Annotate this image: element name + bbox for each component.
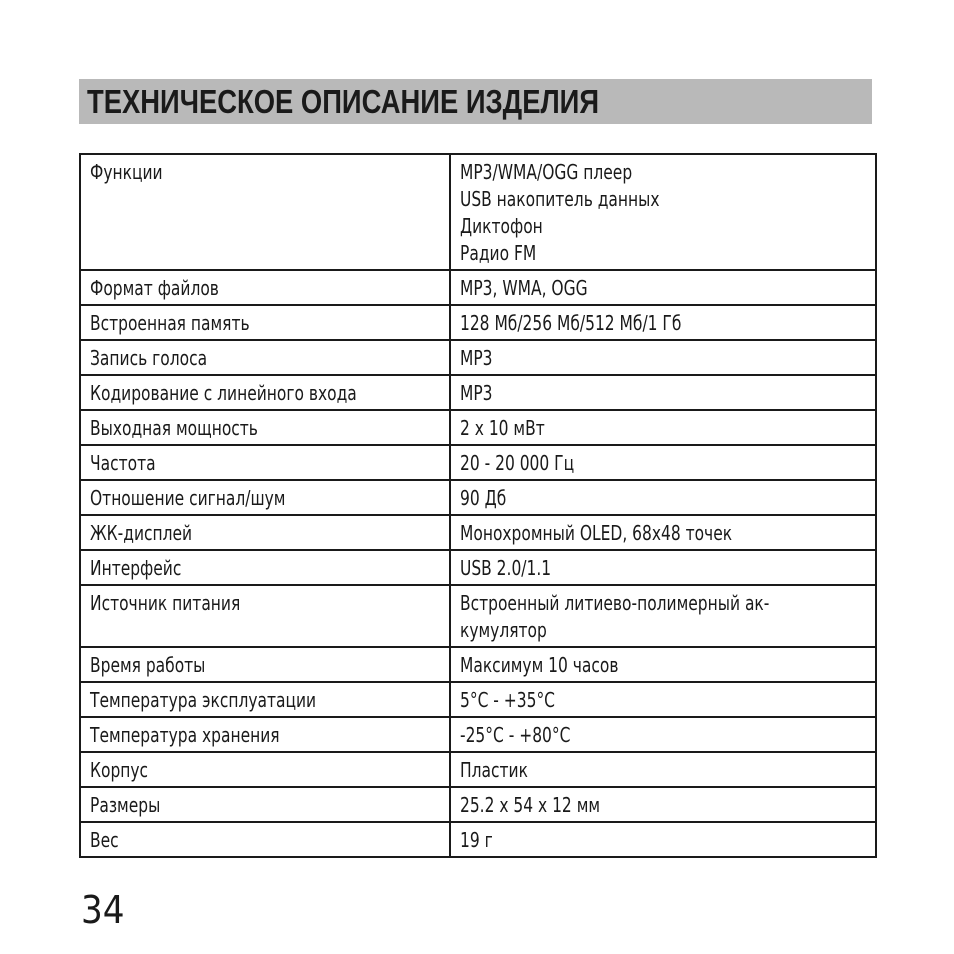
table-row — [80, 515, 876, 550]
spec-label-cell — [80, 480, 450, 515]
spec-value-cell — [450, 340, 876, 375]
spec-value-line: Диктофон — [460, 214, 543, 238]
spec-label: Отношение сигнал/шум — [90, 486, 286, 510]
section-title: ТЕХНИЧЕСКОЕ ОПИСАНИЕ ИЗДЕЛИЯ — [87, 83, 600, 120]
spec-value-cell — [450, 647, 876, 682]
spec-value-cell — [450, 550, 876, 585]
table-row — [80, 550, 876, 585]
spec-value-line: Встроенный литиево-полимерный ак- — [460, 591, 770, 615]
spec-label: Время работы — [90, 653, 206, 677]
spec-label: Формат файлов — [90, 276, 219, 300]
spec-label-cell — [80, 270, 450, 305]
table-row — [80, 787, 876, 822]
spec-label: Температура эксплуатации — [90, 688, 317, 712]
spec-table-body — [80, 154, 876, 857]
page-number: 34 — [81, 888, 125, 932]
spec-label: Запись голоса — [90, 346, 208, 370]
spec-label-cell — [80, 787, 450, 822]
table-row — [80, 717, 876, 752]
spec-value: 128 Мб/256 Мб/512 Мб/1 Гб — [460, 311, 682, 335]
spec-value-cell — [450, 270, 876, 305]
spec-value-cell — [450, 822, 876, 857]
spec-value-line: USB накопитель данных — [460, 187, 660, 211]
spec-label: Частота — [90, 451, 156, 475]
table-row — [80, 647, 876, 682]
spec-label-cell — [80, 682, 450, 717]
spec-value: Монохромный OLED, 68x48 точек — [460, 521, 733, 545]
spec-label: Выходная мощность — [90, 416, 258, 440]
spec-value-line: кумулятор — [460, 618, 547, 642]
spec-value: USB 2.0/1.1 — [460, 556, 552, 580]
spec-value: MP3 — [460, 346, 493, 370]
spec-value: Пластик — [460, 758, 528, 782]
table-row — [80, 410, 876, 445]
table-row — [80, 585, 876, 647]
table-row — [80, 375, 876, 410]
spec-value: MP3, WMA, OGG — [460, 276, 588, 300]
spec-label-cell — [80, 154, 450, 270]
spec-label-cell — [80, 550, 450, 585]
spec-label-cell — [80, 752, 450, 787]
spec-label-cell — [80, 647, 450, 682]
spec-value-cell — [450, 752, 876, 787]
spec-label-cell — [80, 410, 450, 445]
spec-value — [460, 159, 660, 267]
spec-label-cell — [80, 717, 450, 752]
table-row — [80, 822, 876, 857]
spec-label: Интерфейс — [90, 556, 182, 580]
spec-value: 19 г — [460, 828, 493, 852]
spec-label: ЖК-дисплей — [90, 521, 193, 545]
table-row — [80, 682, 876, 717]
spec-value-cell — [450, 585, 876, 647]
spec-value-cell — [450, 410, 876, 445]
spec-value: 2 х 10 мВт — [460, 416, 545, 440]
table-row — [80, 154, 876, 270]
spec-value-cell — [450, 717, 876, 752]
spec-label-cell — [80, 375, 450, 410]
spec-label-cell — [80, 585, 450, 647]
spec-label-cell — [80, 515, 450, 550]
spec-label-cell — [80, 305, 450, 340]
spec-value-line: Радио FM — [460, 241, 537, 265]
spec-label: Кодирование с линейного входа — [90, 381, 357, 405]
spec-label-cell — [80, 340, 450, 375]
spec-value: 90 Дб — [460, 486, 507, 510]
spec-value-cell — [450, 305, 876, 340]
table-row — [80, 752, 876, 787]
spec-label: Функции — [90, 160, 163, 184]
spec-value: 25.2 х 54 х 12 мм — [460, 793, 601, 817]
spec-label: Температура хранения — [90, 723, 280, 747]
table-row — [80, 340, 876, 375]
spec-value-cell — [450, 682, 876, 717]
spec-label: Корпус — [90, 758, 149, 782]
spec-label: Вес — [90, 828, 119, 852]
spec-value-line: MP3/WMA/OGG плеер — [460, 160, 633, 184]
section-header — [79, 79, 872, 124]
spec-table — [79, 153, 877, 858]
spec-label: Встроенная память — [90, 311, 250, 335]
spec-value-cell — [450, 445, 876, 480]
spec-value-cell — [450, 480, 876, 515]
spec-value: -25°С - +80°С — [460, 723, 571, 747]
table-row — [80, 270, 876, 305]
spec-label: Размеры — [90, 793, 161, 817]
spec-value: 20 - 20 000 Гц — [460, 451, 575, 475]
table-row — [80, 445, 876, 480]
spec-value-cell — [450, 515, 876, 550]
spec-value: Максимум 10 часов — [460, 653, 619, 677]
spec-value: MP3 — [460, 381, 493, 405]
spec-value-cell — [450, 375, 876, 410]
spec-label: Источник питания — [90, 591, 241, 615]
spec-value-cell — [450, 154, 876, 270]
table-row — [80, 305, 876, 340]
spec-value-cell — [450, 787, 876, 822]
spec-value — [460, 590, 769, 644]
spec-label-cell — [80, 822, 450, 857]
spec-label-cell — [80, 445, 450, 480]
spec-value: 5°С - +35°С — [460, 688, 556, 712]
table-row — [80, 480, 876, 515]
